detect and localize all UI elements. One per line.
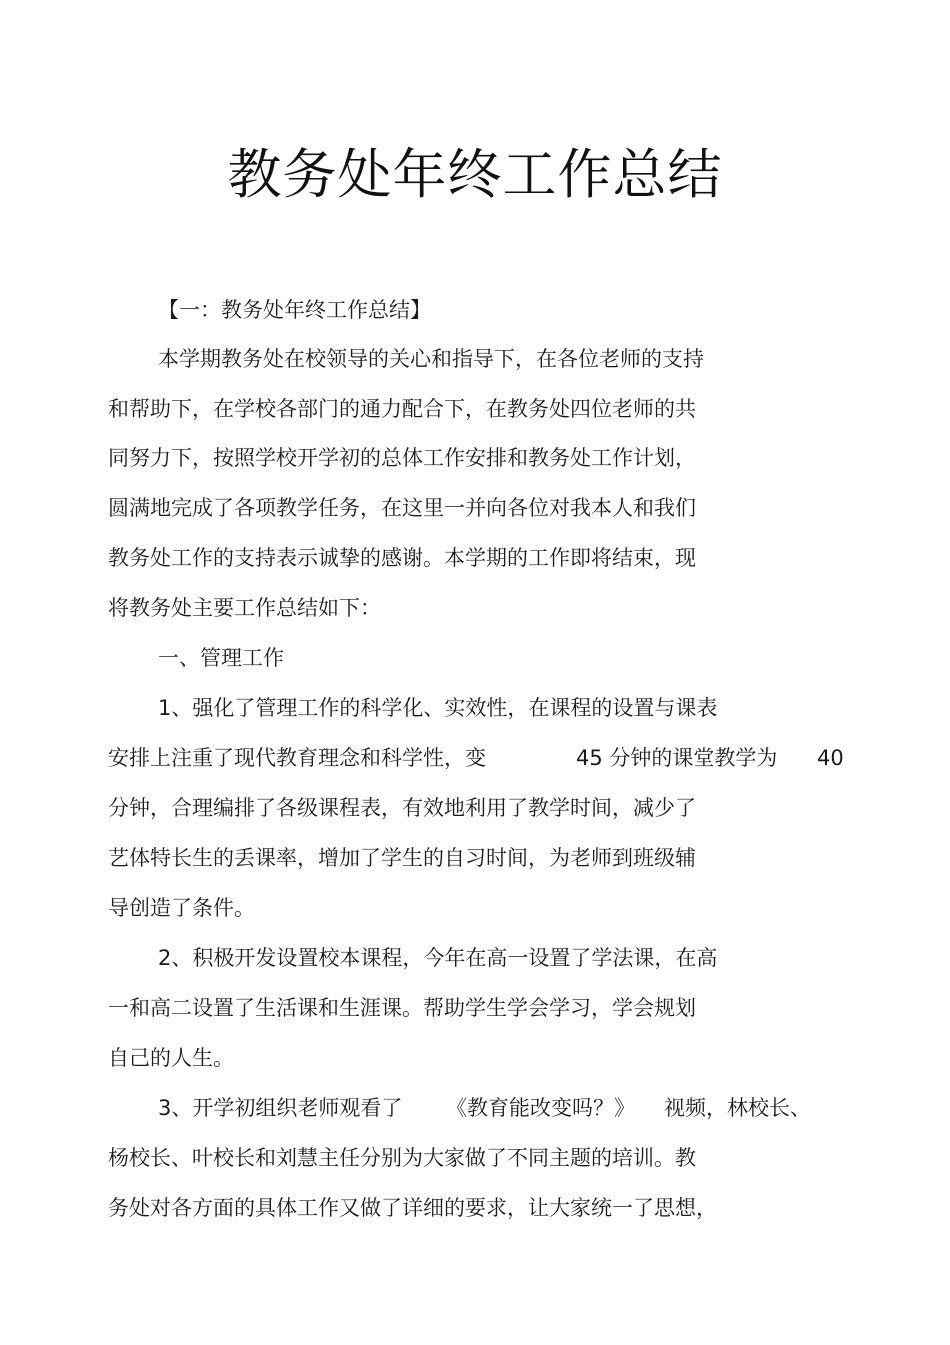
subsection-heading: 一、管理工作 (158, 646, 284, 670)
paragraph-line-fragment: 《教育能改变吗？》 (446, 1096, 635, 1120)
paragraph-line: 自己的人生。 (108, 1046, 234, 1070)
paragraph-line: 2、积极开发设置校本课程，今年在高一设置了学法课，在高 (158, 946, 718, 970)
paragraph-line: 1、强化了管理工作的科学化、实效性，在课程的设置与课表 (158, 696, 718, 720)
paragraph-line: 安排上注重了现代教育理念和科学性，变 (108, 746, 486, 770)
page-title: 教务处年终工作总结 (227, 143, 723, 206)
paragraph-line: 和帮助下，在学校各部门的通力配合下，在教务处四位老师的共 (108, 397, 696, 421)
paragraph-line-fragment: 45 分钟的课堂教学为 (576, 746, 778, 770)
paragraph-line: 教务处工作的支持表示诚挚的感谢。本学期的工作即将结束，现 (108, 546, 696, 570)
paragraph-line: 3、开学初组织老师观看了 (158, 1096, 403, 1120)
paragraph-line-fragment: 40 (817, 746, 844, 770)
paragraph-line-fragment: 视频，林校长、 (664, 1096, 811, 1120)
paragraph-line: 务处对各方面的具体工作又做了详细的要求，让大家统一了思想， (108, 1196, 717, 1220)
paragraph-line: 将教务处主要工作总结如下： (108, 596, 381, 620)
paragraph-line: 圆满地完成了各项教学任务，在这里一并向各位对我本人和我们 (108, 496, 696, 520)
paragraph-line: 分钟，合理编排了各级课程表，有效地利用了教学时间，减少了 (108, 796, 696, 820)
paragraph-line: 同努力下，按照学校开学初的总体工作安排和教务处工作计划， (108, 446, 696, 470)
paragraph-line: 本学期教务处在校领导的关心和指导下，在各位老师的支持 (158, 347, 704, 371)
paragraph-line: 艺体特长生的丢课率，增加了学生的自习时间，为老师到班级辅 (108, 846, 696, 870)
paragraph-line: 导创造了条件。 (108, 896, 255, 920)
section-heading: 【一：教务处年终工作总结】 (158, 298, 431, 322)
paragraph-line: 杨校长、叶校长和刘慧主任分别为大家做了不同主题的培训。教 (108, 1146, 696, 1170)
paragraph-line: 一和高二设置了生活课和生涯课。帮助学生学会学习，学会规划 (108, 996, 696, 1020)
